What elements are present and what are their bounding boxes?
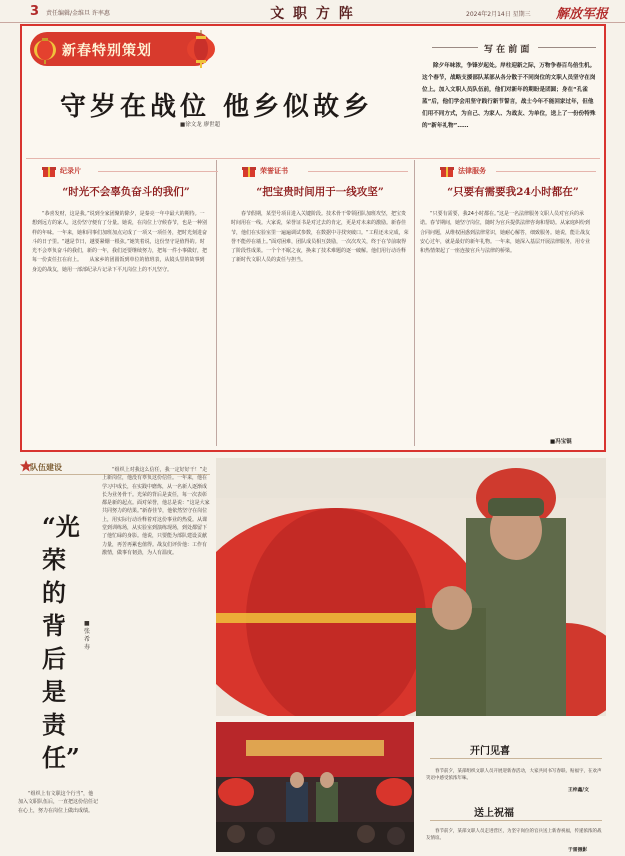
- opening-title: 开门见喜: [470, 746, 510, 757]
- group-photo: [216, 722, 414, 852]
- issue-date: 2024年2月14日 星期三: [466, 11, 531, 18]
- column-3-title: “只要有需要我24小时都在”: [447, 186, 579, 198]
- lantern-icon: [30, 34, 60, 64]
- lantern-icon: [184, 30, 218, 68]
- opening-body: 春节前夕，某部组织文职人员开展迎新春活动，大家共同书写春联、贴福字，在欢声笑语中感受浓浓年味。: [426, 769, 602, 781]
- gift-icon: [42, 164, 56, 178]
- blessing-body: 春节前夕，某部文职人员走进营区，为坚守岗位的官兵送上新春祝福，传递浓浓的战友情谊。: [426, 829, 602, 841]
- gift-icon: [440, 164, 454, 178]
- byline: ■徐文龙 廖世超: [180, 122, 220, 128]
- column-3-rule: [496, 171, 596, 172]
- lower-left-body: “组织上有文职这个行当”，他加入文职队伍后，一直把这份信任记在心上，努力在岗位上做出成绩。: [18, 791, 98, 814]
- gift-icon: [242, 164, 256, 178]
- vertical-headline: “光荣的背后是责任”: [42, 512, 80, 772]
- opening-rule: [430, 758, 602, 759]
- column-2-badge: 荣誉证书: [260, 167, 288, 175]
- foreword-rule-left: [432, 47, 478, 48]
- column-divider: [414, 160, 415, 446]
- blessing-author: 于雷摄影: [568, 848, 588, 853]
- foreword-rule-right: [538, 47, 596, 48]
- foreword-title: 写 在 前 面: [484, 45, 530, 55]
- column-1-body: “恭喜发财，这是我。”说到全家团聚的除夕，是秦亮一年中最大的期待。一想到远方的家人，这份坚守便有了分量。她说，在岗位上守候春节，也是一种别样的年味。一年来，她和同事们加班加点完成了一项又一项任务，把时光刻进奋斗的日子里。“越是节日，越要紧绷一根弦。”她笑着说，这份坚守是值得的。时光不会辜负奋斗的我们，新的一年，我们还要继续努力，把每一件小事做好，把每一份责任扛在肩上。 从家乡的团圆饭到单位的值班表，从镜头里的故事到身边的战友，她用一部部纪录片记录下平凡岗位上的不凡坚守。: [32, 211, 208, 273]
- opening-author: 王梓鑫/文: [568, 788, 589, 793]
- column-3-badge: 法律服务: [458, 167, 486, 175]
- blessing-title: 送上祝福: [474, 808, 514, 819]
- column-2-rule: [308, 171, 408, 172]
- blessing-rule: [430, 820, 602, 821]
- feature-banner-text: 新春特别策划: [62, 43, 152, 59]
- newspaper-masthead: 解放军报: [556, 7, 609, 22]
- main-headline: 守岁在战位 他乡似故乡: [60, 92, 374, 122]
- column-title: 文 职 方 阵: [270, 6, 355, 22]
- lower-article-body: “组织上对我这么信任，我一定好好干！”走上新岗位，他没有辜负这份信任。一年来，他在学习中成长，在实践中磨炼，从一名新人逐渐成长为业务骨干。光荣的背后是责任，每一次表彰都是新的起点。面对荣誉，他总是说：“这是大家共同努力的结果。”新春佳节，他依然坚守在岗位上，用实际行动诠释着对这份事业的热爱。从课堂到训练场，从实验室到演练现场，到处都留下了他忙碌的身影。他说，只要能为部队建设贡献力量，再苦再累也值得。战友们评价他：工作有激情，做事有韧劲，为人有温度。: [102, 467, 210, 556]
- section-rule: [26, 158, 600, 159]
- section-label: 队伍建设: [30, 463, 62, 472]
- column-2-body: 春节假期，某型号项目进入关键阶段。技术骨干带领团队加班攻坚，把宝贵时间用在一线。大家说，荣誉证书是对过去的肯定，更是对未来的激励。新春佳节，他们在实验室里一遍遍调试参数，在数据中寻找突破口。“工程还未完成，荣誉不能停在墙上。”面对困难，团队成员相互鼓励，一次次攻关，终于在节前取得了阶段性成果。一个个不眠之夜，换来了技术难题的逐一破解。他们用行动诠释了新时代文职人员的责任与担当。: [231, 211, 409, 264]
- editors-line: 责任编辑/金维旦 许率惠: [46, 10, 110, 17]
- vertical-author: ■张希寿: [84, 620, 91, 651]
- column-3-body: “只要有需要，我24小时都在。”这是一名法律服务文职人员对官兵的承诺。春节期间，她坚守岗位，随时为官兵提供法律咨询和帮助。从家庭纠纷到合同问题，从维权困惑到法律常识，她耐心解答，细致服务。她说，能让战友安心过年，就是最好的新年礼物。一年来，她深入基层开展法律服务，用专业和热情架起了一座连接官兵与法律的桥梁。: [420, 211, 591, 255]
- column-2-title: “把宝贵时间用于一线攻坚”: [256, 186, 384, 198]
- page-number: 3: [30, 4, 40, 19]
- column-3-author: ■冯宝锟: [550, 439, 572, 445]
- column-1-rule: [98, 171, 218, 172]
- main-photo: [216, 458, 606, 716]
- column-divider: [216, 160, 217, 446]
- foreword-body: 除夕年味浓，争锋岁起处。岸柱迎新之际，万物争春百鸟倍生机。 这个春节，战略支援部队某部从各分散于不同岗位的文职人员坚守在岗位上。加入文职人员队伍前，他们对新年的期盼是团圆；身在“孔雀蓝”后，他们学会用坚守践行新节誓言，战士今年不能回家过年，但他们用不同方式，为自己、为家人、为战友、为单位，送上了一份份特殊的“新年礼物”……: [422, 63, 599, 129]
- column-1-badge: 纪录片: [60, 167, 81, 175]
- column-1-title: “时光不会辜负奋斗的我们”: [62, 186, 190, 198]
